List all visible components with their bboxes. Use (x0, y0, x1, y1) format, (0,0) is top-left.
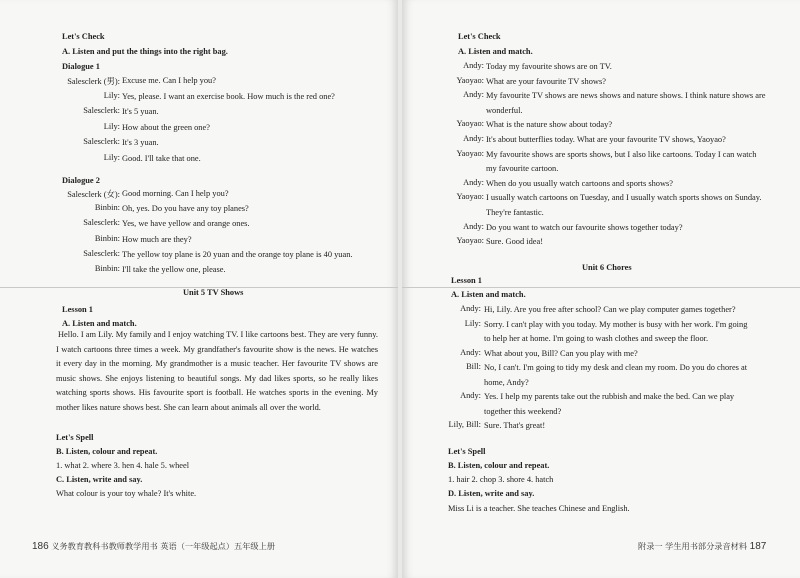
speaker-label: Lily: (103, 153, 120, 162)
dialogue-line: Sure. That's great! (484, 421, 546, 430)
left-footer (32, 541, 275, 552)
speaker-label: Andy: (460, 347, 481, 357)
right-footer (638, 541, 766, 552)
speaker-label: Bill: (466, 362, 481, 371)
dialogue-1-heading: Dialogue 1 (62, 62, 100, 71)
dialogue-line: What about you, Bill? Can you play with me? (484, 348, 638, 358)
dialogue-line: They're fantastic. (486, 208, 544, 217)
dialogue-line: It's about butterflies today. What are your favourite TV shows, Yaoyao? (486, 135, 726, 144)
lets-check-heading: Let's Check (62, 32, 105, 41)
lets-spell-heading: Let's Spell (448, 447, 486, 456)
unit-5-title: Unit 5 TV Shows (183, 288, 244, 297)
dialogue-line: wonderful. (486, 105, 523, 115)
lesson-1-heading: Lesson 1 (451, 276, 482, 285)
speaker-label: Andy: (463, 134, 484, 143)
unit-6-title: Unit 6 Chores (582, 263, 632, 272)
task-a-heading: A. Listen and match. (458, 47, 533, 56)
dialogue-line: Yes, please. I want an exercise book. How much is the red one? (122, 91, 335, 101)
task-b-heading: B. Listen, colour and repeat. (448, 461, 550, 470)
task-b-heading: B. Listen, colour and repeat. (56, 447, 158, 456)
appendix-title: 附录一 学生用书部分录音材料 (638, 541, 748, 551)
speaker-label: Andy: (463, 61, 484, 70)
dialogue-line: My favourite TV shows are news shows and nature shows. I think nature shows are (486, 91, 766, 101)
dialogue-line: I usually watch cartoons on Tuesday, and I usually watch sports shows on Sunday. (486, 193, 762, 203)
task-a-heading: A. Listen and match. (451, 290, 526, 299)
dialogue-line: to help her at home. I'm going to wash clothes and sweep the floor. (484, 334, 709, 343)
lesson-1-heading: Lesson 1 (62, 305, 93, 314)
dialogue-line: It's 3 yuan. (122, 138, 159, 148)
dialogue-line: Good morning. Can I help you? (122, 189, 229, 198)
lets-spell-heading: Let's Spell (56, 433, 94, 442)
speaker-label: Lily: (103, 121, 120, 131)
spell-b-items: 1. what 2. where 3. hen 4. hale 5. wheel (56, 461, 190, 470)
dialogue-line: My favourite shows are sports shows, but I also like cartoons. Today I can watch (486, 149, 757, 159)
dialogue-line: What is the nature show about today? (486, 120, 613, 130)
speaker-label: Salesclerk: (83, 248, 120, 258)
page-number: 187 (749, 541, 767, 552)
spell-b-items: 1. hair 2. chop 3. shore 4. hatch (448, 475, 554, 484)
speaker-label: Andy: (463, 221, 484, 231)
speaker-label: Yaoyao: (456, 119, 484, 129)
spell-c-text: What colour is your toy whale? It's white. (56, 489, 197, 498)
dialogue-line: Good. I'll take that one. (122, 154, 201, 163)
dialogue-line: Do you want to watch our favourite shows together today? (486, 222, 683, 232)
speaker-label: Salesclerk (男): (67, 77, 120, 86)
task-a-heading: A. Listen and match. (62, 319, 137, 328)
speaker-label: Salesclerk: (83, 218, 120, 228)
speaker-label: Yaoyao: (456, 236, 484, 246)
task-a-heading: A. Listen and put the things into the right bag. (62, 47, 228, 56)
page-fold-line (402, 287, 800, 288)
speaker-label: Andy: (463, 177, 484, 187)
speaker-label: Salesclerk: (83, 106, 120, 116)
dialogue-line: No, I can't. I'm going to tidy my desk and clean my room. Do you do chores at (484, 363, 748, 372)
dialogue-line: Today my favourite shows are on TV. (486, 62, 612, 71)
spell-d-text: Miss Li is a teacher. She teaches Chinese and English. (448, 504, 630, 513)
task-d-heading: D. Listen, write and say. (448, 489, 535, 498)
speaker-label: Yaoyao: (456, 75, 484, 85)
dialogue-line: I'll take the yellow one, please. (122, 265, 226, 274)
lily-paragraph: Hello. I am Lily. My family and I enjoy watching TV. I like cartoons best. They are very funny. I watch cartoons three times a week. My grandfather's favourite show is the news. He watches it every day in the morning. My grandmother is a music teacher. Her favourite TV shows are music shows. She enjoys listening to beautiful songs. My dad likes sports, so he really likes watching sports shows. His favourite sport is football. He watches sports in the evening. My mother likes nature shows best. She can learn about animals all over the world. (56, 330, 378, 412)
speaker-label: Yaoyao: (456, 192, 484, 202)
lets-check-heading: Let's Check (458, 32, 501, 41)
speaker-label: Lily, Bill: (448, 420, 481, 429)
speaker-label: Binbin: (94, 203, 120, 213)
dialogue-line: How much are they? (122, 234, 192, 244)
dialogue-line: Sure. Good idea! (486, 237, 543, 247)
dialogue-line: Yes. I help my parents take out the rubbish and make the bed. Can we play (484, 392, 735, 401)
dialogue-line: What are your favourite TV shows? (486, 76, 606, 86)
speaker-label: Andy: (463, 90, 484, 100)
dialogue-line: How about the green one? (122, 122, 210, 132)
speaker-label: Salesclerk (女): (67, 190, 120, 199)
dialogue-2-heading: Dialogue 2 (62, 176, 100, 185)
dialogue-line: Hi, Lily. Are you free after school? Can we play computer games together? (484, 305, 736, 314)
speaker-label: Lily: (464, 318, 481, 328)
dialogue-line: Excuse me. Can I help you? (122, 76, 216, 85)
dialogue-line: The yellow toy plane is 20 yuan and the orange toy plane is 40 yuan. (122, 249, 353, 259)
dialogue-line: home, Andy? (484, 377, 529, 387)
task-c-heading: C. Listen, write and say. (56, 475, 143, 484)
page-number: 186 (32, 541, 49, 552)
dialogue-line: When do you usually watch cartoons and sports shows? (486, 178, 674, 188)
dialogue-line: It's 5 yuan. (122, 107, 159, 117)
dialogue-line: Oh, yes. Do you have any toy planes? (122, 204, 249, 214)
speaker-label: Binbin: (94, 233, 120, 243)
speaker-label: Yaoyao: (456, 148, 484, 158)
dialogue-line: together this weekend? (484, 406, 562, 416)
speaker-label: Andy: (460, 304, 481, 313)
dialogue-line: Yes, we have yellow and orange ones. (122, 219, 250, 229)
speaker-label: Lily: (103, 90, 120, 100)
right-page (402, 0, 800, 578)
speaker-label: Binbin: (94, 264, 120, 273)
left-page (0, 0, 398, 578)
dialogue-line: Sorry. I can't play with you today. My mother is busy with her work. I'm going (484, 319, 748, 329)
speaker-label: Andy: (460, 391, 481, 400)
dialogue-line: my favourite cartoon. (486, 164, 559, 174)
speaker-label: Salesclerk: (83, 137, 120, 147)
book-title: 义务教育教科书教师教学用书 英语（一年级起点）五年级上册 (51, 541, 275, 551)
